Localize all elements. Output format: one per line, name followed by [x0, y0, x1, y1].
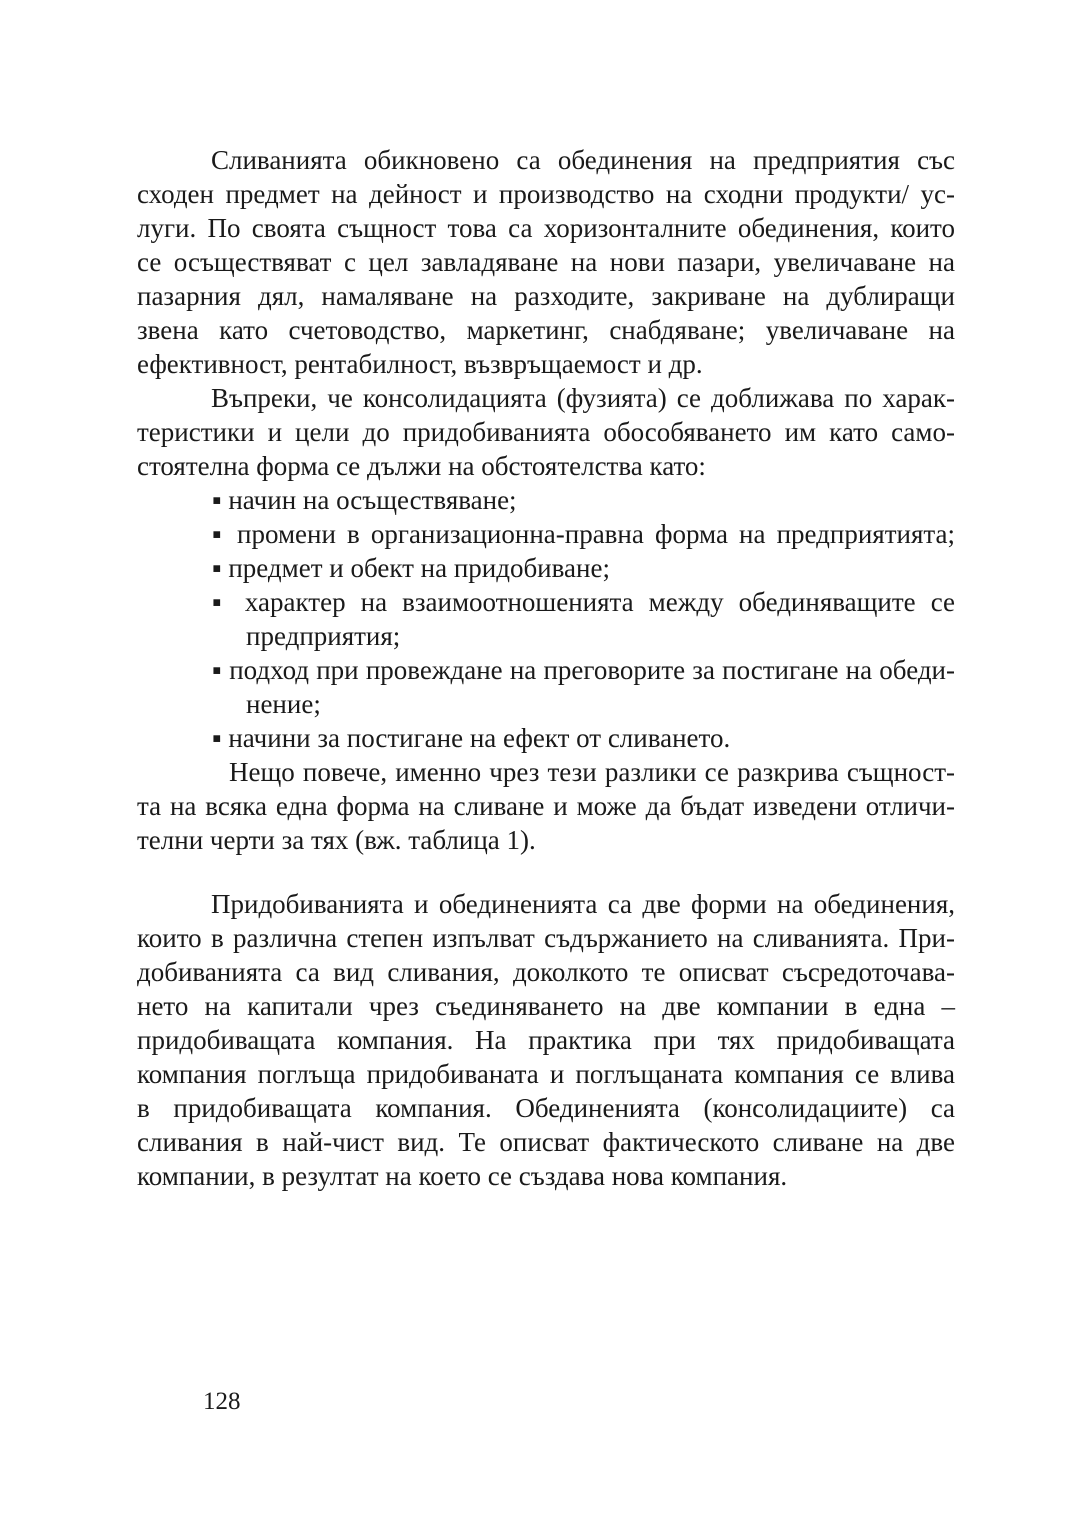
paragraph-4-line-2: които в различна степен изпълват съдържанието на сливанията. При-: [137, 923, 955, 953]
paragraph-1-line-5: пазарния дял, намаляване на разходите, закриване на дублиращи: [137, 281, 955, 311]
paragraph-4-line-4: нето на капитали чрез съединяването на две компании в една –: [137, 991, 955, 1021]
paragraph-1-line-1: Сливанията обикновено са обединения на предприятия със: [211, 145, 955, 175]
paragraph-4-line-5: придобиващата компания. На практика при тях придобиващата: [137, 1025, 955, 1055]
paragraph-4-line-1: Придобиванията и обединенията са две форми на обединения,: [211, 889, 955, 919]
paragraph-1-line-2: сходен предмет на дейност и производство на сходни продукти/ ус-: [137, 179, 955, 209]
paragraph-3-line-2: та на всяка една форма на сливане и може да бъдат изведени отличи-: [137, 791, 955, 821]
paragraph-4-line-8: сливания в най-чист вид. Те описват фактическото сливане на две: [137, 1127, 955, 1157]
list-item: ▪ промени в организационна-правна форма на предприятията;: [212, 519, 955, 549]
paragraph-4-line-3: добиванията са вид сливания, доколкото те описват съсредоточава-: [137, 957, 955, 987]
paragraph-4-line-7: в придобиващата компания. Обединенията (консолидациите) са: [137, 1093, 955, 1123]
paragraph-1-line-3: луги. По своята същност това са хоризонталните обединения, които: [137, 213, 955, 243]
paragraph-3-line-1: Нещо повече, именно чрез тези разлики се разкрива същност-: [229, 757, 955, 787]
page-number: 128: [203, 1388, 241, 1415]
list-item: ▪ предмет и обект на придобиване;: [212, 553, 610, 583]
list-item: ▪ начини за постигане на ефект от сливането.: [212, 723, 731, 753]
list-item-continuation: нение;: [246, 689, 321, 719]
paragraph-1-line-4: се осъществяват с цел завладяване на нови пазари, увеличаване на: [137, 247, 955, 277]
list-item-continuation: предприятия;: [246, 621, 401, 651]
paragraph-1-line-7: ефективност, рентабилност, възвръщаемост и др.: [137, 349, 703, 379]
paragraph-1-line-6: звена като счетоводство, маркетинг, снабдяване; увеличаване на: [137, 315, 955, 345]
list-item: ▪ начин на осъществяване;: [212, 485, 517, 515]
paragraph-2-line-2: теристики и цели до придобиванията обособяването им като само-: [137, 417, 955, 447]
paragraph-4-line-9: компании, в резултат на което се създава нова компания.: [137, 1161, 788, 1191]
paragraph-2-line-3: стоятелна форма се дължи на обстоятелства като:: [137, 451, 706, 481]
paragraph-3-line-3: телни черти за тях (вж. таблица 1).: [137, 825, 536, 855]
paragraph-2-line-1: Въпреки, че консолидацията (фузията) се доближава по харак-: [211, 383, 955, 413]
paragraph-4-line-6: компания поглъща придобиваната и поглъщаната компания се влива: [137, 1059, 955, 1089]
list-item: ▪ подход при провеждане на преговорите за постигане на обеди-: [212, 655, 955, 685]
list-item: ▪ характер на взаимоотношенията между обединяващите се: [212, 587, 955, 617]
